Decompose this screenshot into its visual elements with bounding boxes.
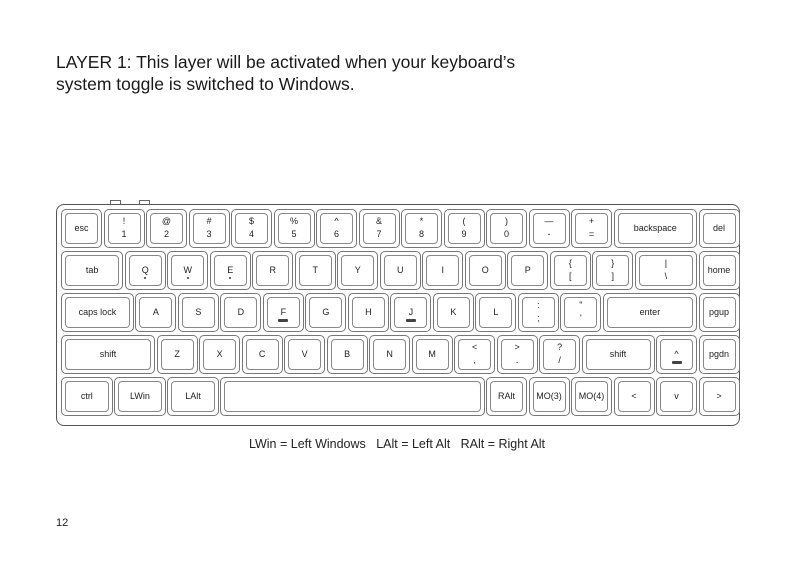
- keycap-legend: pgup: [708, 307, 730, 318]
- keycap-legend: shift: [99, 349, 117, 360]
- key-pgdn[interactable]: [699, 335, 740, 374]
- keycap: [224, 381, 480, 412]
- keycap-legend: MO(4): [578, 391, 605, 402]
- indicator-dot-icon: [144, 277, 146, 279]
- key-8[interactable]: [401, 209, 442, 248]
- heading-line-2: system toggle is switched to Windows.: [56, 74, 355, 94]
- key-rshift[interactable]: [582, 335, 655, 374]
- keycap: [703, 339, 736, 370]
- key-7[interactable]: [359, 209, 400, 248]
- keycap: [533, 381, 566, 412]
- keycap: [224, 297, 257, 328]
- keycap-legend: N: [386, 349, 393, 360]
- indicator-dot-icon: [229, 277, 231, 279]
- keycap: [703, 381, 736, 412]
- keycap-legend: V: [301, 349, 308, 360]
- keycap: [575, 381, 608, 412]
- key-left[interactable]: [614, 377, 655, 416]
- keycap-legend: 0: [503, 229, 509, 240]
- keycap: [703, 213, 736, 244]
- layer-description: [56, 51, 616, 95]
- keycap-shift-legend: |: [664, 258, 668, 269]
- keycap-shift-legend: #: [206, 216, 212, 227]
- keycap-legend: esc: [74, 223, 89, 234]
- keycap: [108, 213, 141, 244]
- homing-bar-icon: [278, 319, 288, 322]
- keycap: [703, 255, 736, 286]
- key-1[interactable]: [104, 209, 145, 248]
- keycap-shift-legend: +: [588, 216, 595, 227]
- keycap: [618, 213, 694, 244]
- keycap-legend: backspace: [633, 223, 677, 234]
- key-mo4[interactable]: [571, 377, 612, 416]
- keycap-legend: <: [631, 391, 637, 402]
- key-9[interactable]: [444, 209, 485, 248]
- key-l[interactable]: [475, 293, 516, 332]
- key-right[interactable]: [699, 377, 740, 416]
- keycap-legend: 3: [206, 229, 212, 240]
- key-6[interactable]: [316, 209, 357, 248]
- page-number: 12: [56, 517, 69, 529]
- keycap-shift-legend: &: [375, 216, 382, 227]
- keycap-legend: I: [441, 265, 444, 276]
- keycap-shift-legend: !: [122, 216, 126, 227]
- keycap: [405, 213, 438, 244]
- key-5[interactable]: [274, 209, 315, 248]
- keycap: [639, 255, 693, 286]
- keycap-legend: >: [716, 391, 722, 402]
- keycap-shift-legend: $: [248, 216, 254, 227]
- key-minus[interactable]: [529, 209, 570, 248]
- key-d[interactable]: [220, 293, 261, 332]
- homing-bar-icon: [672, 361, 682, 364]
- key-q[interactable]: [125, 251, 166, 290]
- keycap: [575, 213, 608, 244]
- keycap: [246, 339, 279, 370]
- keycap: [660, 381, 693, 412]
- keycap: [214, 255, 247, 286]
- key-o[interactable]: [465, 251, 506, 290]
- keycap: [522, 297, 555, 328]
- keycap-shift-legend: (: [462, 216, 466, 227]
- keycap-legend: /: [558, 355, 561, 366]
- keycap-shift-legend: —: [544, 216, 554, 227]
- keycap-legend: H: [365, 307, 372, 318]
- key-w[interactable]: [167, 251, 208, 290]
- keycap: [331, 339, 364, 370]
- keycap-legend: B: [344, 349, 351, 360]
- keycap-legend: U: [397, 265, 404, 276]
- key-p[interactable]: [507, 251, 548, 290]
- keycap: [596, 255, 629, 286]
- keycap: [426, 255, 459, 286]
- key-comma[interactable]: [454, 335, 495, 374]
- key-backslash[interactable]: [635, 251, 697, 290]
- key-u[interactable]: [380, 251, 421, 290]
- heading-line-1: LAYER 1: This layer will be activated when your keyboard’s: [56, 52, 516, 72]
- keycap: [65, 255, 119, 286]
- key-b[interactable]: [327, 335, 368, 374]
- keycap-legend: W: [183, 265, 192, 276]
- keycap-legend: L: [493, 307, 499, 318]
- keycap: [129, 255, 162, 286]
- key-v[interactable]: [284, 335, 325, 374]
- keycap: [618, 381, 651, 412]
- key-z[interactable]: [157, 335, 198, 374]
- keycap-legend: ': [580, 313, 582, 324]
- key-k[interactable]: [433, 293, 474, 332]
- key-capslock[interactable]: [61, 293, 134, 332]
- keycap: [171, 255, 204, 286]
- keycap-legend: Y: [354, 265, 361, 276]
- key-lbracket[interactable]: [550, 251, 591, 290]
- keycap-legend: S: [195, 307, 202, 318]
- keycap-legend: v: [674, 391, 679, 402]
- key-2[interactable]: [146, 209, 187, 248]
- keycap-legend: LAlt: [185, 391, 201, 402]
- key-down[interactable]: [656, 377, 697, 416]
- keycap: [65, 297, 130, 328]
- key-c[interactable]: [242, 335, 283, 374]
- keycap: [479, 297, 512, 328]
- keycap-legend: O: [481, 265, 489, 276]
- key-ctrl[interactable]: [61, 377, 113, 416]
- keycap: [458, 339, 491, 370]
- keycap-legend: ctrl: [80, 391, 93, 402]
- keycap-legend: \: [664, 271, 668, 282]
- keycap-legend: del: [712, 223, 725, 234]
- keycap-shift-legend: ^: [334, 216, 339, 227]
- keycap-legend: T: [312, 265, 318, 276]
- keycap-legend: 5: [291, 229, 297, 240]
- keycap-shift-legend: *: [419, 216, 424, 227]
- key-n[interactable]: [369, 335, 410, 374]
- keycap-legend: X: [216, 349, 223, 360]
- key-j[interactable]: [390, 293, 431, 332]
- keycap: [416, 339, 449, 370]
- keycap: [394, 297, 427, 328]
- keycap-shift-legend: %: [289, 216, 298, 227]
- keycap-legend: ]: [611, 271, 614, 282]
- keycap-legend: A: [152, 307, 159, 318]
- keycap-legend: 1: [121, 229, 127, 240]
- keycap: [564, 297, 597, 328]
- keycap-shift-legend: :: [537, 300, 540, 311]
- keycap-legend: D: [237, 307, 245, 318]
- keycap: [65, 213, 98, 244]
- keycap: [511, 255, 544, 286]
- key-e[interactable]: [210, 251, 251, 290]
- keycap-legend: 4: [248, 229, 254, 240]
- keycap-legend: E: [227, 265, 234, 276]
- keycap: [309, 297, 342, 328]
- keycap-legend: F: [280, 307, 287, 318]
- keycap-legend: 2: [163, 229, 169, 240]
- keycap: [543, 339, 576, 370]
- keycap: [554, 255, 587, 286]
- key-y[interactable]: [337, 251, 378, 290]
- keycap: [139, 297, 172, 328]
- keycap-legend: home: [707, 265, 731, 276]
- keycap: [278, 213, 311, 244]
- keycap-shift-legend: <: [471, 342, 478, 353]
- keycap-legend: -: [547, 229, 551, 240]
- key-tab[interactable]: [61, 251, 123, 290]
- keycap-legend: J: [408, 307, 414, 318]
- key-x[interactable]: [199, 335, 240, 374]
- keycap: [299, 255, 332, 286]
- keycap: [267, 297, 300, 328]
- keycap-legend: pgdn: [708, 349, 730, 360]
- keycap: [341, 255, 374, 286]
- key-4[interactable]: [231, 209, 272, 248]
- keycap-legend: 6: [333, 229, 339, 240]
- key-mo3[interactable]: [529, 377, 570, 416]
- keycap: [703, 297, 736, 328]
- keycap-legend: M: [428, 349, 436, 360]
- keycap-legend: ,: [473, 355, 476, 366]
- key-esc[interactable]: [61, 209, 102, 248]
- keycap: [161, 339, 194, 370]
- keycap: [533, 213, 566, 244]
- keycap: [288, 339, 321, 370]
- keycap: [150, 213, 183, 244]
- keycap-legend: tab: [85, 265, 99, 276]
- keycap-legend: 7: [376, 229, 382, 240]
- keycap: [660, 339, 693, 370]
- keycap-legend: RAlt: [497, 391, 515, 402]
- keycap-legend: ;: [537, 313, 540, 324]
- key-slash[interactable]: [539, 335, 580, 374]
- key-up[interactable]: [656, 335, 697, 374]
- keycap-legend: Q: [141, 265, 149, 276]
- homing-bar-icon: [406, 319, 416, 322]
- keycap-shift-legend: >: [514, 342, 520, 353]
- key-ralt[interactable]: [486, 377, 527, 416]
- keycap-legend: enter: [639, 307, 661, 318]
- keycap: [363, 213, 396, 244]
- key-a[interactable]: [135, 293, 176, 332]
- keycap-shift-legend: ?: [557, 342, 563, 353]
- keycap: [501, 339, 534, 370]
- keycap-shift-legend: ": [579, 300, 583, 311]
- keycap-legend: caps lock: [78, 307, 117, 318]
- key-0[interactable]: [486, 209, 527, 248]
- keycap: [586, 339, 651, 370]
- keycap: [203, 339, 236, 370]
- keycap-legend: .: [515, 355, 519, 366]
- keycap-legend: R: [269, 265, 276, 276]
- key-t[interactable]: [295, 251, 336, 290]
- keycap: [448, 213, 481, 244]
- key-h[interactable]: [348, 293, 389, 332]
- key-s[interactable]: [178, 293, 219, 332]
- keycap: [373, 339, 406, 370]
- keycap-legend: Z: [174, 349, 180, 360]
- keycap-legend: [: [568, 271, 572, 282]
- key-lwin[interactable]: [114, 377, 166, 416]
- keycap: [320, 213, 353, 244]
- keycap-shift-legend: ): [505, 216, 508, 227]
- keycap-legend: G: [322, 307, 330, 318]
- keycap: [352, 297, 385, 328]
- keycap-legend: 9: [461, 229, 467, 240]
- key-legend: LWin = Left Windows LAlt = Left Alt RAlt = Right Alt: [248, 437, 546, 451]
- keycap: [65, 381, 109, 412]
- keycap-legend: MO(3): [536, 391, 562, 402]
- keycap: [256, 255, 289, 286]
- key-enter[interactable]: [603, 293, 697, 332]
- keycap-shift-legend: {: [568, 258, 572, 269]
- key-space[interactable]: [220, 377, 484, 416]
- keycap: [182, 297, 215, 328]
- keycap-shift-legend: }: [611, 258, 615, 269]
- key-equals[interactable]: [571, 209, 612, 248]
- keycap-legend: C: [258, 349, 266, 360]
- key-semicolon[interactable]: [518, 293, 559, 332]
- keycap: [235, 213, 268, 244]
- indicator-dot-icon: [187, 277, 189, 279]
- keycap: [193, 213, 226, 244]
- keycap-legend: shift: [609, 349, 627, 360]
- keycap: [118, 381, 162, 412]
- key-quote[interactable]: [560, 293, 601, 332]
- keycap-legend: P: [524, 265, 531, 276]
- key-m[interactable]: [412, 335, 453, 374]
- keycap: [437, 297, 470, 328]
- key-lalt[interactable]: [167, 377, 219, 416]
- keycap-shift-legend: @: [161, 216, 172, 227]
- keycap: [469, 255, 502, 286]
- key-g[interactable]: [305, 293, 346, 332]
- keycap: [490, 381, 523, 412]
- keycap: [384, 255, 417, 286]
- keycap-legend: LWin: [130, 391, 150, 402]
- key-period[interactable]: [497, 335, 538, 374]
- keycap: [65, 339, 151, 370]
- keycap: [490, 213, 523, 244]
- key-home[interactable]: [699, 251, 740, 290]
- key-i[interactable]: [422, 251, 463, 290]
- key-f[interactable]: [263, 293, 304, 332]
- key-lshift[interactable]: [61, 335, 155, 374]
- keycap: [607, 297, 693, 328]
- keycap-legend: ^: [674, 349, 679, 360]
- key-pgup[interactable]: [699, 293, 740, 332]
- key-del[interactable]: [699, 209, 740, 248]
- key-3[interactable]: [189, 209, 230, 248]
- key-rbracket[interactable]: [592, 251, 633, 290]
- keycap: [171, 381, 215, 412]
- key-r[interactable]: [252, 251, 293, 290]
- key-backspace[interactable]: [614, 209, 698, 248]
- keycap-legend: =: [588, 229, 595, 240]
- keycap-legend: K: [450, 307, 457, 318]
- keycap-legend: 8: [418, 229, 424, 240]
